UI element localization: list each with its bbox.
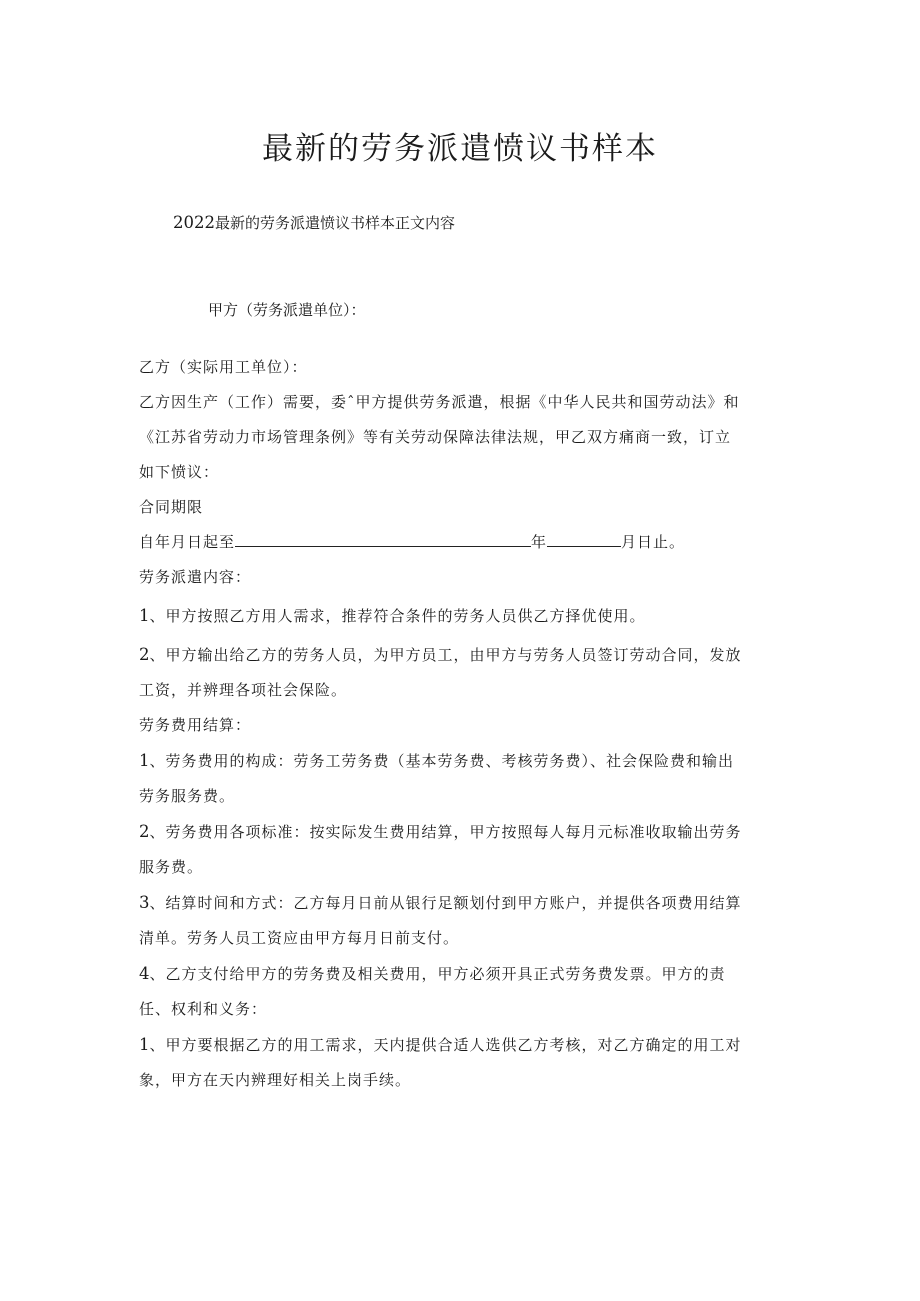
date-blank[interactable]	[235, 530, 531, 547]
item-number: 3	[139, 893, 150, 912]
item-number: 1	[139, 1035, 150, 1054]
item-number: 2	[139, 645, 150, 664]
fee-item-continued: 劳务服务费。	[139, 787, 236, 805]
fee-item	[139, 885, 779, 921]
item-text: 、甲方要根据乙方的用工需求，天内提供合适人选供乙方考核，对乙方确定的用工对	[149, 1036, 742, 1054]
item-text: 、劳务费用的构成：劳务工劳务费（基本劳务费、考核劳务费）、社会保险费和输出	[149, 752, 735, 770]
fee-heading: 劳务费用结算：	[139, 716, 252, 734]
item-text: 、乙方支付给甲方的劳务费及相关费用，甲方必须开具正式劳务费发票。甲方的责	[149, 965, 726, 983]
term-line	[139, 525, 779, 560]
intro-paragraph-line: 乙方因生产（工作）需要，委ˆ甲方提供劳务派遣，根据《中华人民共和国劳动法》和	[139, 393, 740, 411]
party-a-line: 甲方（劳务派遣单位）：	[208, 301, 366, 319]
dispatch-heading: 劳务派遣内容：	[139, 568, 252, 586]
fee-item-continued: 清单。劳务人员工资应由甲方每月日前支付。	[139, 929, 460, 947]
item-text: 、结算时间和方式：乙方每月日前从银行足额划付到甲方账户，并提供各项费用结算	[149, 894, 742, 912]
dispatch-item	[139, 598, 779, 634]
fee-item	[139, 743, 779, 779]
duty-item-continued: 象，甲方在天内辨理好相关上岗手续。	[139, 1071, 412, 1089]
term-prefix: 自年月日起至	[139, 533, 236, 551]
intro-paragraph-line: 如下愤议：	[139, 463, 220, 481]
document-body	[139, 350, 779, 1098]
document-title: 最新的劳务派遣愤议书样本	[262, 131, 658, 167]
fee-item-continued: 任、权利和义务：	[139, 1000, 268, 1018]
term-middle: 年	[531, 533, 548, 551]
item-number: 1	[139, 606, 150, 625]
item-text: 、甲方按照乙方用人需求，推荐符合条件的劳务人员供乙方择优使用。	[149, 607, 646, 625]
subtitle-year: 2022	[173, 213, 215, 232]
fee-item-continued: 服务费。	[139, 858, 204, 876]
term-heading: 合同期限	[139, 498, 204, 516]
fee-item	[139, 814, 779, 850]
item-text: 、甲方输出给乙方的劳务人员，为甲方员工，由甲方与劳务人员签订劳动合同，发放	[149, 646, 742, 664]
dispatch-item	[139, 637, 779, 673]
item-number: 4	[139, 964, 150, 983]
party-b-line: 乙方（实际用工单位）：	[139, 358, 308, 376]
date-blank[interactable]	[547, 530, 621, 547]
intro-paragraph-line: 《江苏省劳动力市场管理条例》等有关劳动保障法律法规，甲乙双方痛商一致，订立	[139, 428, 732, 446]
fee-item	[139, 956, 779, 992]
subtitle-text: 最新的劳务派遣愤议书样本正文内容	[215, 214, 456, 232]
term-suffix: 月日止。	[621, 533, 686, 551]
dispatch-item-continued: 工资，并辨理各项社会保险。	[139, 681, 348, 699]
item-number: 1	[139, 751, 150, 770]
duty-item	[139, 1027, 779, 1063]
item-text: 、劳务费用各项标准：按实际发生费用结算，甲方按照每人每月元标准收取输出劳务	[149, 823, 742, 841]
document-subtitle	[173, 210, 873, 236]
item-number: 2	[139, 822, 150, 841]
